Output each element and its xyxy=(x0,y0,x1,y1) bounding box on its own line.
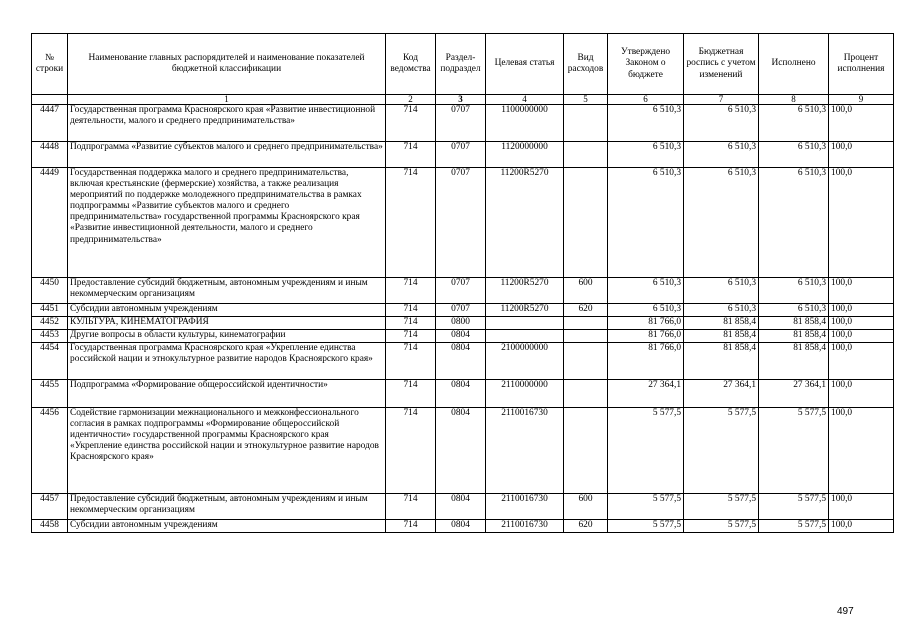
executed-amount: 81 858,4 xyxy=(759,343,829,380)
schedule-amount: 5 577,5 xyxy=(684,520,759,533)
target-article: 2110016730 xyxy=(486,408,564,494)
dept-code: 714 xyxy=(386,330,436,343)
approved-amount: 81 766,0 xyxy=(608,343,684,380)
execution-percent: 100,0 xyxy=(829,343,894,380)
column-number: 8 xyxy=(759,95,829,105)
section-code: 0804 xyxy=(436,408,486,494)
column-number: 5 xyxy=(564,95,608,105)
expense-type xyxy=(564,168,608,278)
row-number: 4447 xyxy=(32,105,68,142)
budget-execution-table xyxy=(31,33,894,533)
schedule-amount: 6 510,3 xyxy=(684,105,759,142)
execution-percent: 100,0 xyxy=(829,168,894,278)
row-number: 4457 xyxy=(32,494,68,520)
target-article: 2110016730 xyxy=(486,494,564,520)
section-code: 0804 xyxy=(436,380,486,408)
executed-amount: 81 858,4 xyxy=(759,330,829,343)
schedule-amount: 5 577,5 xyxy=(684,408,759,494)
section-code: 0707 xyxy=(436,142,486,168)
execution-percent: 100,0 xyxy=(829,142,894,168)
executed-amount: 6 510,3 xyxy=(759,105,829,142)
expense-type xyxy=(564,330,608,343)
header-percent: Процент исполнения xyxy=(829,34,894,95)
approved-amount: 5 577,5 xyxy=(608,520,684,533)
approved-amount: 81 766,0 xyxy=(608,330,684,343)
schedule-amount: 6 510,3 xyxy=(684,304,759,317)
executed-amount: 5 577,5 xyxy=(759,494,829,520)
row-number: 4454 xyxy=(32,343,68,380)
row-number: 4451 xyxy=(32,304,68,317)
execution-percent: 100,0 xyxy=(829,380,894,408)
executed-amount: 5 577,5 xyxy=(759,408,829,494)
target-article: 2110016730 xyxy=(486,520,564,533)
row-number: 4449 xyxy=(32,168,68,278)
row-name: Государственная поддержка малого и среднего предпринимательства, включая крестьянские (фермерские) хозяйства, а также реализация мероприятий по поддержке молодежного предпринимательства в рамках подпрограммы «Развитие субъектов малого и среднего предпринимательства» государственной программы Красноярского края «Развитие инвестиционной деятельности, малого и среднего предпринимательства» xyxy=(68,168,386,278)
table-row xyxy=(32,380,894,408)
schedule-amount: 6 510,3 xyxy=(684,142,759,168)
dept-code: 714 xyxy=(386,168,436,278)
executed-amount: 81 858,4 xyxy=(759,317,829,330)
table-row xyxy=(32,343,894,380)
target-article: 11200R5270 xyxy=(486,168,564,278)
schedule-amount: 5 577,5 xyxy=(684,494,759,520)
expense-type xyxy=(564,105,608,142)
section-code: 0804 xyxy=(436,330,486,343)
execution-percent: 100,0 xyxy=(829,278,894,304)
column-number-row xyxy=(32,95,894,105)
row-number: 4455 xyxy=(32,380,68,408)
schedule-amount: 81 858,4 xyxy=(684,317,759,330)
approved-amount: 6 510,3 xyxy=(608,304,684,317)
header-target-article: Целевая статья xyxy=(486,34,564,95)
executed-amount: 27 364,1 xyxy=(759,380,829,408)
row-number: 4448 xyxy=(32,142,68,168)
table-row xyxy=(32,278,894,304)
section-code: 0707 xyxy=(436,168,486,278)
expense-type xyxy=(564,142,608,168)
executed-amount: 6 510,3 xyxy=(759,168,829,278)
header-row xyxy=(32,34,894,95)
row-number: 4456 xyxy=(32,408,68,494)
executed-amount: 5 577,5 xyxy=(759,520,829,533)
execution-percent: 100,0 xyxy=(829,330,894,343)
target-article xyxy=(486,330,564,343)
expense-type xyxy=(564,317,608,330)
table-row xyxy=(32,330,894,343)
section-code: 0804 xyxy=(436,343,486,380)
column-number xyxy=(32,95,68,105)
target-article: 11200R5270 xyxy=(486,304,564,317)
expense-type: 620 xyxy=(564,520,608,533)
header-row-number: № строки xyxy=(32,34,68,95)
target-article: 1120000000 xyxy=(486,142,564,168)
row-name: Подпрограмма «Развитие субъектов малого и среднего предпринимательства» xyxy=(68,142,386,168)
column-number: 9 xyxy=(829,95,894,105)
table-body xyxy=(32,105,894,533)
approved-amount: 6 510,3 xyxy=(608,168,684,278)
schedule-amount: 6 510,3 xyxy=(684,168,759,278)
header-section: Раздел-подраздел xyxy=(436,34,486,95)
dept-code: 714 xyxy=(386,142,436,168)
dept-code: 714 xyxy=(386,317,436,330)
target-article xyxy=(486,317,564,330)
row-name: Субсидии автономным учреждениям xyxy=(68,520,386,533)
header-expense-type: Вид расходов xyxy=(564,34,608,95)
target-article: 11200R5270 xyxy=(486,278,564,304)
expense-type xyxy=(564,380,608,408)
section-code: 0804 xyxy=(436,520,486,533)
schedule-amount: 81 858,4 xyxy=(684,343,759,380)
schedule-amount: 6 510,3 xyxy=(684,278,759,304)
row-name: Предоставление субсидий бюджетным, автономным учреждениям и иным некоммерческим организациям xyxy=(68,278,386,304)
expense-type: 600 xyxy=(564,494,608,520)
approved-amount: 5 577,5 xyxy=(608,494,684,520)
target-article: 2100000000 xyxy=(486,343,564,380)
executed-amount: 6 510,3 xyxy=(759,278,829,304)
approved-amount: 6 510,3 xyxy=(608,142,684,168)
dept-code: 714 xyxy=(386,380,436,408)
execution-percent: 100,0 xyxy=(829,520,894,533)
approved-amount: 5 577,5 xyxy=(608,408,684,494)
executed-amount: 6 510,3 xyxy=(759,142,829,168)
table-row xyxy=(32,494,894,520)
column-number: 6 xyxy=(608,95,684,105)
execution-percent: 100,0 xyxy=(829,105,894,142)
dept-code: 714 xyxy=(386,343,436,380)
expense-type xyxy=(564,408,608,494)
approved-amount: 27 364,1 xyxy=(608,380,684,408)
row-name: Содействие гармонизации межнационального и межконфессионального согласия в рамках подпрограммы «Формирование общероссийской идентичности» государственной программы Красноярского края «Укрепление единства российской нации и этнокультурное развитие народов Красноярского края» xyxy=(68,408,386,494)
header-dept-code: Код ведомства xyxy=(386,34,436,95)
schedule-amount: 81 858,4 xyxy=(684,330,759,343)
dept-code: 714 xyxy=(386,520,436,533)
table-row xyxy=(32,317,894,330)
row-name: Государственная программа Красноярского края «Развитие инвестиционной деятельности, малого и среднего предпринимательства» xyxy=(68,105,386,142)
expense-type: 620 xyxy=(564,304,608,317)
execution-percent: 100,0 xyxy=(829,304,894,317)
expense-type xyxy=(564,343,608,380)
page-number: 497 xyxy=(837,606,854,617)
column-number: 4 xyxy=(486,95,564,105)
section-code: 0707 xyxy=(436,278,486,304)
header-approved: Утверждено Законом о бюджете xyxy=(608,34,684,95)
row-number: 4452 xyxy=(32,317,68,330)
target-article: 2110000000 xyxy=(486,380,564,408)
table-row xyxy=(32,304,894,317)
section-code: 0707 xyxy=(436,304,486,317)
row-name: Субсидии автономным учреждениям xyxy=(68,304,386,317)
table-row xyxy=(32,408,894,494)
target-article: 1100000000 xyxy=(486,105,564,142)
expense-type: 600 xyxy=(564,278,608,304)
dept-code: 714 xyxy=(386,408,436,494)
header-executed: Исполнено xyxy=(759,34,829,95)
dept-code: 714 xyxy=(386,494,436,520)
row-name: Другие вопросы в области культуры, кинематографии xyxy=(68,330,386,343)
table-row xyxy=(32,142,894,168)
row-number: 4453 xyxy=(32,330,68,343)
table-row xyxy=(32,168,894,278)
schedule-amount: 27 364,1 xyxy=(684,380,759,408)
row-name: КУЛЬТУРА, КИНЕМАТОГРАФИЯ xyxy=(68,317,386,330)
execution-percent: 100,0 xyxy=(829,408,894,494)
header-name: Наименование главных распорядителей и наименование показателей бюджетной классификации xyxy=(68,34,386,95)
dept-code: 714 xyxy=(386,304,436,317)
table-row xyxy=(32,520,894,533)
dept-code: 714 xyxy=(386,278,436,304)
column-number: 3 xyxy=(436,95,486,105)
row-name: Предоставление субсидий бюджетным, автономным учреждениям и иным некоммерческим организациям xyxy=(68,494,386,520)
row-name: Подпрограмма «Формирование общероссийской идентичности» xyxy=(68,380,386,408)
approved-amount: 6 510,3 xyxy=(608,278,684,304)
section-code: 0804 xyxy=(436,494,486,520)
approved-amount: 81 766,0 xyxy=(608,317,684,330)
row-number: 4450 xyxy=(32,278,68,304)
table-row xyxy=(32,105,894,142)
executed-amount: 6 510,3 xyxy=(759,304,829,317)
execution-percent: 100,0 xyxy=(829,494,894,520)
approved-amount: 6 510,3 xyxy=(608,105,684,142)
column-number: 1 xyxy=(68,95,386,105)
execution-percent: 100,0 xyxy=(829,317,894,330)
section-code: 0707 xyxy=(436,105,486,142)
column-number: 2 xyxy=(386,95,436,105)
row-name: Государственная программа Красноярского края «Укрепление единства российской нации и этнокультурное развитие народов Красноярского края» xyxy=(68,343,386,380)
row-number: 4458 xyxy=(32,520,68,533)
column-number: 7 xyxy=(684,95,759,105)
dept-code: 714 xyxy=(386,105,436,142)
section-code: 0800 xyxy=(436,317,486,330)
header-schedule: Бюджетная роспись с учетом изменений xyxy=(684,34,759,95)
